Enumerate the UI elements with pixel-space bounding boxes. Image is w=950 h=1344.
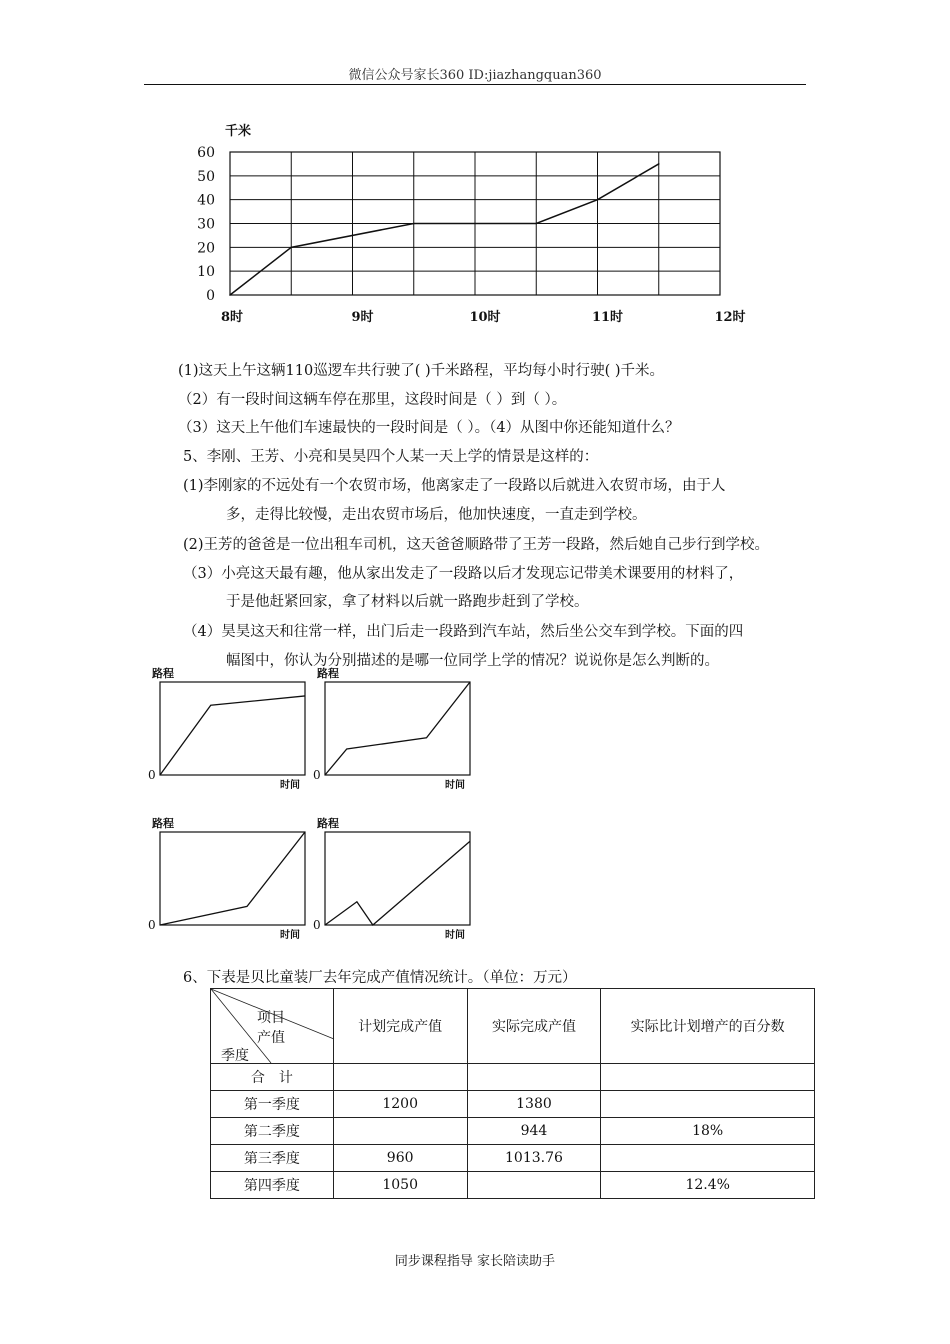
- small-chart-3: [145, 815, 315, 945]
- row-label: 第四季度: [211, 1172, 334, 1199]
- header-plan: 计划完成产值: [333, 989, 467, 1064]
- row-label: 合 计: [211, 1064, 334, 1091]
- cell-plan: 1050: [333, 1172, 467, 1199]
- data-point: [413, 223, 415, 225]
- small-y-label: 路程: [152, 817, 174, 830]
- table-row: [211, 1091, 815, 1118]
- x-tick-label: 8时: [220, 310, 244, 325]
- y-tick-label: 30: [197, 216, 215, 233]
- small-y-label: 路程: [317, 667, 339, 680]
- question-5-4b: 幅图中，你认为分别描述的是哪一位同学上学的情况？说说你是怎么判断的。: [226, 653, 719, 669]
- diagonal-header-cell: [211, 989, 334, 1064]
- row-label: 第三季度: [211, 1145, 334, 1172]
- y-tick-label: 40: [197, 192, 215, 209]
- data-point: [597, 199, 599, 201]
- small-x-label: 时间: [445, 930, 465, 941]
- question-5-1b: 多，走得比较慢，走出农贸市场后，他加快速度，一直走到学校。: [226, 507, 647, 523]
- cell-plan: [333, 1118, 467, 1145]
- small-chart-4: [310, 815, 480, 945]
- y-tick-label: 50: [197, 168, 215, 185]
- question-5-2: (2)王芳的爸爸是一位出租车司机，这天爸爸顺路带了王芳一段路，然后她自己步行到学校。: [183, 537, 770, 553]
- small-series-line: [325, 682, 470, 775]
- small-origin-label: 0: [313, 918, 321, 932]
- question-5-title: 5、李刚、王芳、小亮和昊昊四个人某一天上学的情景是这样的：: [183, 449, 599, 465]
- question-5-1a: (1)李刚家的不远处有一个农贸市场，他离家走了一段路以后就进入农贸市场，由于人: [183, 478, 726, 494]
- y-tick-label: 20: [197, 240, 215, 257]
- question-5-4a: （4）昊昊这天和往常一样，出门后走一段路到汽车站，然后坐公交车到学校。下面的四: [183, 624, 744, 640]
- small-plot-frame: [160, 682, 305, 775]
- main-chart: [0, 0, 950, 340]
- small-origin-label: 0: [313, 768, 321, 782]
- cell-percent: [601, 1064, 815, 1091]
- page-header: 微信公众号家长360 ID:jiazhangquan360: [348, 68, 602, 83]
- y-tick-label: 0: [206, 288, 215, 304]
- table-row: [211, 1118, 815, 1145]
- small-series-line: [325, 841, 470, 925]
- diag-label-item: 项目: [257, 1010, 285, 1026]
- x-tick-label: 9时: [351, 310, 374, 325]
- cell-plan: [333, 1064, 467, 1091]
- diag-label-value: 产值: [257, 1030, 285, 1046]
- small-x-label: 时间: [445, 780, 465, 791]
- cell-actual: 1013.76: [467, 1145, 601, 1172]
- data-point: [535, 223, 537, 225]
- small-y-label: 路程: [152, 667, 174, 680]
- question-4-1: (1)这天上午这辆110巡逻车共行驶了( )千米路程，平均每小时行驶( )千米。: [178, 363, 665, 379]
- data-point: [290, 247, 292, 249]
- small-origin-label: 0: [148, 768, 156, 782]
- y-tick-label: 60: [197, 145, 215, 161]
- question-4-3: （3）这天上午他们车速最快的一段时间是（ ）。（4）从图中你还能知道什么？: [178, 420, 680, 436]
- production-table: [210, 988, 815, 1199]
- page-footer: 同步课程指导 家长陪读助手: [394, 1254, 556, 1269]
- cell-actual: 1380: [467, 1091, 601, 1118]
- diag-label-quarter: 季度: [221, 1048, 249, 1064]
- small-y-label: 路程: [317, 817, 339, 830]
- small-x-label: 时间: [280, 780, 300, 791]
- x-tick-label: 12时: [714, 310, 746, 325]
- row-label: 第二季度: [211, 1118, 334, 1145]
- question-5-3a: （3）小亮这天最有趣，他从家出发走了一段路以后才发现忘记带美术课要用的材料了，: [183, 566, 744, 582]
- row-label: 第一季度: [211, 1091, 334, 1118]
- cell-actual: 944: [467, 1118, 601, 1145]
- cell-actual: [467, 1172, 601, 1199]
- series-line: [230, 164, 659, 295]
- cell-percent: [601, 1145, 815, 1172]
- header-percent: 实际比计划增产的百分数: [601, 989, 815, 1064]
- data-point: [229, 294, 231, 296]
- small-series-line: [160, 832, 305, 925]
- y-axis-label: 千米: [225, 124, 252, 139]
- question-5-3b: 于是他赶紧回家，拿了材料以后就一路跑步赶到了学校。: [226, 594, 589, 610]
- table-row: [211, 1172, 815, 1199]
- data-point: [658, 163, 660, 165]
- cell-percent: 12.4%: [601, 1172, 815, 1199]
- small-chart-2: [310, 665, 480, 795]
- x-tick-label: 10时: [469, 310, 501, 325]
- x-tick-label: 11时: [591, 310, 624, 325]
- table-row: [211, 1064, 815, 1091]
- small-origin-label: 0: [148, 918, 156, 932]
- cell-plan: 960: [333, 1145, 467, 1172]
- question-4-2: （2）有一段时间这辆车停在那里，这段时间是（ ）到（ ）。: [178, 392, 567, 408]
- small-chart-1: [145, 665, 315, 795]
- cell-plan: 1200: [333, 1091, 467, 1118]
- y-tick-label: 10: [197, 264, 215, 281]
- header-actual: 实际完成产值: [467, 989, 601, 1064]
- small-x-label: 时间: [280, 930, 300, 941]
- small-plot-frame: [325, 832, 470, 925]
- cell-percent: 18%: [601, 1118, 815, 1145]
- cell-percent: [601, 1091, 815, 1118]
- cell-actual: [467, 1064, 601, 1091]
- table-row: [211, 1145, 815, 1172]
- small-plot-frame: [160, 832, 305, 925]
- question-6-title: 6、下表是贝比童装厂去年完成产值情况统计。（单位：万元）: [183, 970, 577, 986]
- small-plot-frame: [325, 682, 470, 775]
- small-series-line: [160, 696, 305, 775]
- table-header-row: [211, 989, 815, 1064]
